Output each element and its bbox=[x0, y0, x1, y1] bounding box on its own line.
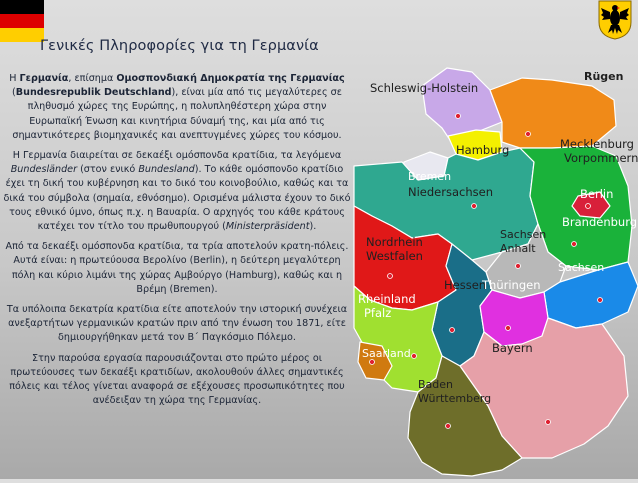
label-saarland: Saarland bbox=[362, 347, 411, 360]
label-hamburg: Hamburg bbox=[456, 143, 510, 157]
label-sachsen: Sachsen bbox=[558, 261, 605, 274]
paragraph-states bbox=[2, 149, 352, 234]
p2-d: ). bbox=[309, 221, 317, 233]
label-bayern: Bayern bbox=[492, 341, 533, 355]
label-hessen: Hessen bbox=[444, 278, 487, 292]
label-pfalz: Pfalz bbox=[364, 306, 392, 320]
p2-bundesland: Bundesland bbox=[138, 164, 195, 176]
label-schleswig-holstein: Schleswig-Holstein bbox=[370, 81, 479, 95]
paragraph-city-states: Από τα δεκαέξι ομόσπονδα κρατίδια, τα τρία αποτελούν κρατη-πόλεις. Αυτά είναι: η πρωτεύουσα Βερολίνο (Berlin), η δεύτερη μεγαλύτερη πόλη και κύριο λιμάνι της χώρας Αμβούργο (Hamburg), καθώς και η Βρέμη (Bremen). bbox=[5, 241, 349, 295]
label-sachsen-anhalt-1: Sachsen bbox=[500, 228, 547, 241]
p1-germany: Γερμανία bbox=[19, 73, 69, 84]
p1-official-name: Ομοσπονδιακή Δημοκρατία της Γερμανίας bbox=[116, 73, 345, 84]
label-baden: Baden bbox=[418, 378, 454, 391]
label-sachsen-anhalt-2: Anhalt bbox=[500, 242, 536, 255]
label-mecklenburg: Mecklenburg bbox=[560, 137, 634, 151]
p1-a: Η bbox=[9, 73, 20, 84]
label-wuerttemberg: Württemberg bbox=[418, 392, 492, 405]
paragraph-history: Τα υπόλοιπα δεκατρία κρατίδια είτε αποτελούν την ιστορική συνέχεια ανεξαρτήτων γερμανικών κρατών πριν από την ένωση του 1871, είτε δημιουργήθηκαν μετά τον Β΄ Παγκόσμιο Πόλεμο. bbox=[6, 304, 348, 344]
label-niedersachsen: Niedersachsen bbox=[408, 185, 493, 199]
germany-states-map bbox=[352, 66, 638, 479]
p2-b: (στον ενικό bbox=[77, 164, 139, 176]
label-rheinland: Rheinland bbox=[358, 292, 416, 306]
label-berlin: Berlin bbox=[580, 187, 614, 201]
p1-german-name: Bundesrepublik Deutschland bbox=[15, 87, 172, 99]
flag-stripe-red bbox=[0, 14, 44, 28]
label-brandenburg: Brandenburg bbox=[562, 215, 638, 229]
flag-stripe-gold bbox=[0, 28, 44, 42]
label-thueringen: Thüringen bbox=[482, 278, 541, 292]
label-ruegen: Rügen bbox=[584, 70, 624, 83]
p1-d: ( bbox=[12, 87, 16, 99]
text-body bbox=[2, 72, 352, 414]
p1-e: ), είναι μία από τις μεγαλύτερες σε πληθυσμό χώρες της Ευρώπης, η πολυπληθέστερη χώρα στην Ευρωπαϊκή Ένωση και κινητήρια δύναμή της, και μία από τις σημαντικότερες βιομηχανικές και ανεπτυγμένες χώρες του κόσμου. bbox=[12, 87, 342, 141]
coat-of-arms-icon bbox=[598, 0, 632, 40]
p2-a: Η Γερμανία διαιρείται σε δεκαέξι ομόσπονδα κρατίδια, τα λεγόμενα bbox=[12, 150, 342, 162]
german-flag bbox=[0, 0, 44, 42]
paragraph-overview: Στην παρούσα εργασία παρουσιάζονται στο πρώτο μέρος οι πρωτεύουσες των δεκαέξι κρατιδίων, ακολουθούν άλλες σημαντικές πόλεις και τέλος γίνεται αναφορά σε εξέχουσες προσωπικότητες που ανέδειξαν τη χώρα της Γερμανίας. bbox=[9, 352, 345, 407]
p2-ministerpraesident: Ministerpräsident bbox=[225, 221, 310, 233]
flag-stripe-black bbox=[0, 0, 44, 14]
label-nordrhein: Nordrhein bbox=[366, 235, 423, 249]
label-westfalen: Westfalen bbox=[366, 249, 423, 263]
p2-bundeslaender: Bundesländer bbox=[10, 164, 78, 176]
label-bremen: Bremen bbox=[408, 170, 452, 183]
p2-c: ). Το κάθε ομόσπονδο κρατίδιο έχει τη δική του κυβέρνηση και το δικό του κοινοβούλιο, καθώς και τα δικά του σύμβολα (σημαία, εθνόσημο). Ορισμένα μάλιστα έχουν το δικό τους εθνικό ύμνο, όπως π.χ. η Βαυαρία. Ο αρχηγός του κάθε κράτους κατέχει τον τίτλο του πρωθυπουργού ( bbox=[3, 164, 351, 233]
paragraph-intro bbox=[2, 72, 352, 143]
page-title: Γενικές Πληροφορίες για τη Γερμανία bbox=[40, 38, 319, 54]
p1-c: , επίσημα bbox=[68, 73, 117, 84]
label-vorpommern: Vorpommern bbox=[564, 151, 638, 165]
